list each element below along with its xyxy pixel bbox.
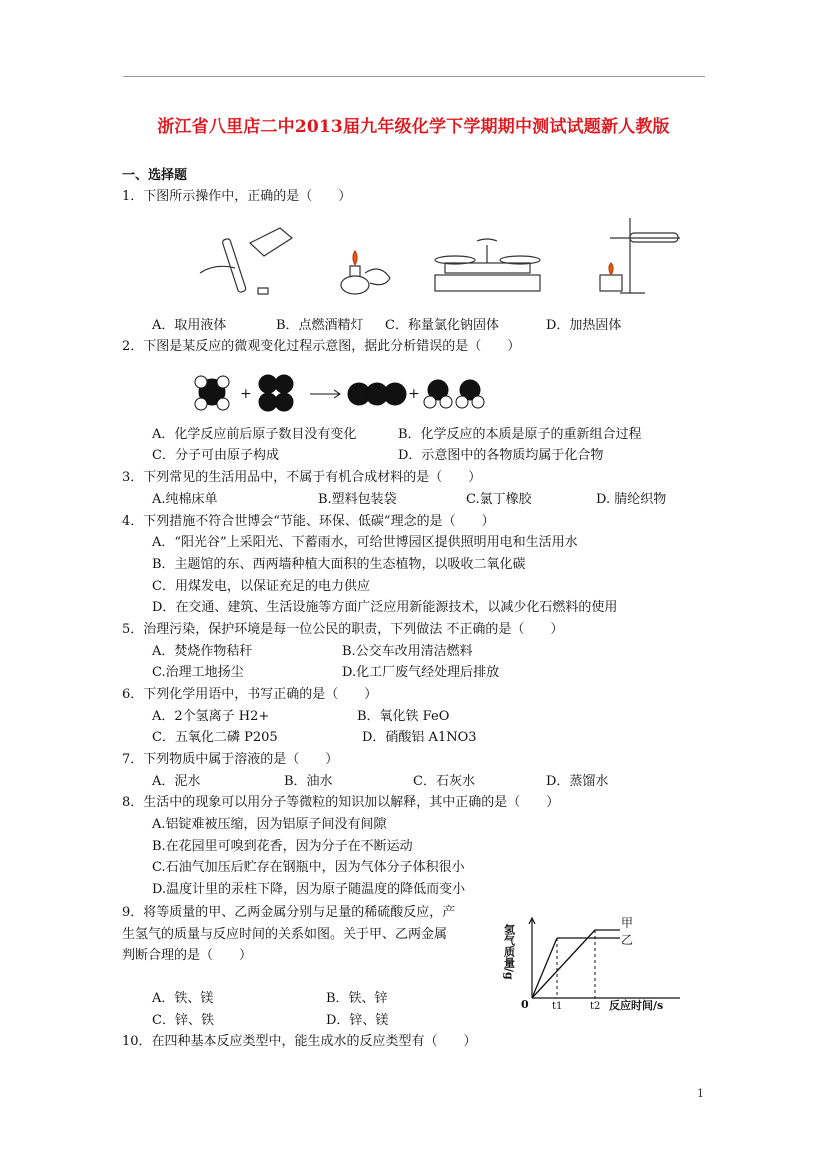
question-stem: 10．在四种基本反应类型中，能生成水的反应类型有（ ） (122, 1034, 477, 1049)
series-label-yi: 乙 (621, 933, 634, 947)
option-c: C.石油气加压后贮存在钢瓶中，因为气体分子体积很小 (152, 860, 465, 875)
option-d: D．在交通、建筑、生活设施等方面广泛应用新能源技术，以减少化石燃料的使用 (152, 600, 618, 615)
option-c: C．用煤发电，以保证充足的电力供应 (152, 579, 370, 594)
option-d: D.化工厂废气经处理后排放 (342, 665, 500, 680)
question-stem: 1．下图所示操作中，正确的是（ ） (122, 189, 352, 204)
question-stem: 6．下列化学用语中，书写正确的是（ ） (122, 687, 378, 702)
option-a: A.铝锭难被压缩，因为铝原子间没有间隙 (152, 817, 387, 832)
hydrogen-mass-chart (502, 910, 705, 1012)
question-stem: 2．下图是某反应的微观变化过程示意图，据此分析错误的是（ ） (122, 339, 521, 354)
option-a: A．2个氢离子 H2+ (152, 709, 270, 724)
svg-text:+: + (240, 386, 252, 402)
option-d: D．锌、镁 (326, 1013, 389, 1028)
question-stem-line: 9．将等质量的甲、乙两金属分别与足量的稀硫酸反应，产 (122, 905, 456, 920)
option-b: B．化学反应的本质是原子的重新组合过程 (398, 427, 642, 442)
heating-test-tube-icon (600, 218, 680, 293)
option-b: B．氧化铁 FeO (357, 709, 450, 724)
option-c: C．分子可由原子构成 (152, 448, 279, 463)
option-c: C．石灰水 (413, 774, 475, 789)
question-stem: 8．生活中的现象可以用分子等微粒的知识加以解释，其中正确的是（ ） (122, 795, 560, 810)
option-b: B.在花园里可嗅到花香，因为分子在不断运动 (152, 839, 413, 854)
pouring-liquid-icon (200, 228, 292, 294)
option-a: A．泥水 (152, 774, 201, 789)
question-stem-line: 生氢气的质量与反应时间的关系如图。关于甲、乙两金属 (122, 927, 448, 942)
option-d: D.温度计里的汞柱下降，因为原子随温度的降低而变小 (152, 882, 466, 897)
option-d: D. 腈纶织物 (596, 492, 667, 507)
option-d: D．加热固体 (546, 318, 622, 333)
series-line-jia-rise (532, 930, 595, 998)
option-c: C.治理工地扬尘 (152, 665, 244, 680)
page-number: 1 (697, 1087, 704, 1100)
x-axis-label: 反应时间/s (609, 999, 664, 1012)
option-a: A.纯棉床单 (152, 492, 218, 507)
option-b: B．点燃酒精灯 (276, 318, 364, 333)
tick-label-t1: t1 (552, 1001, 563, 1012)
option-c: C.氯丁橡胶 (466, 492, 532, 507)
option-c: C．锌、铁 (152, 1013, 214, 1028)
option-b: B．油水 (284, 774, 333, 789)
question-stem: 7．下列物质中属于溶液的是（ ） (122, 752, 339, 767)
alcohol-lamp-icon (341, 251, 390, 294)
tick-label-t2: t2 (590, 1001, 601, 1012)
svg-text:+: + (408, 386, 420, 402)
option-b: B.塑料包装袋 (318, 492, 397, 507)
page-title: 浙江省八里店二中2013届九年级化学下学期期中测试试题新人教版 (157, 117, 670, 137)
reaction-microscopic-figure (192, 370, 492, 418)
header-rule (123, 76, 705, 77)
lab-operations-figure (190, 213, 690, 303)
question-stem: 3．下列常见的生活用品中，不属于有机合成材料的是（ ） (122, 470, 482, 485)
y-axis-label: 氢气质量/g (502, 924, 516, 980)
question-stem: 5．治理污染，保护环境是每一位公民的职责，下列做法 不正确的是（ ） (122, 622, 564, 637)
option-a: A．取用液体 (152, 318, 227, 333)
option-d: D．蒸馏水 (546, 774, 609, 789)
series-label-jia: 甲 (621, 916, 634, 930)
option-a: A．铁、镁 (152, 991, 214, 1006)
origin-label: 0 (521, 998, 529, 1011)
option-a: A．化学反应前后原子数目没有变化 (152, 427, 357, 442)
series-line-yi-rise (532, 938, 557, 998)
option-d: D．示意图中的各物质均属于化合物 (398, 448, 604, 463)
balance-icon (435, 239, 540, 291)
option-c: C．称量氯化钠固体 (385, 318, 499, 333)
option-b: B．主题馆的东、西两墙种植大面积的生态植物，以吸收二氧化碳 (152, 557, 526, 572)
option-b: B.公交车改用清洁燃料 (342, 644, 473, 659)
option-a: A．“阳光谷”上采阳光、下蓄雨水，可给世博园区提供照明用电和生活用水 (152, 535, 578, 550)
option-a: A．焚烧作物秸秆 (152, 644, 253, 659)
option-c: C．五氧化二磷 P205 (152, 730, 278, 745)
section-heading: 一、选择题 (122, 168, 188, 183)
option-d: D．硝酸铝 A1NO3 (362, 730, 477, 745)
question-stem: 4．下列措施不符合世博会“节能、环保、低碳”理念的是（ ） (122, 514, 495, 529)
option-b: B．铁、锌 (326, 991, 388, 1006)
question-stem-line: 判断合理的是（ ） (122, 948, 253, 963)
